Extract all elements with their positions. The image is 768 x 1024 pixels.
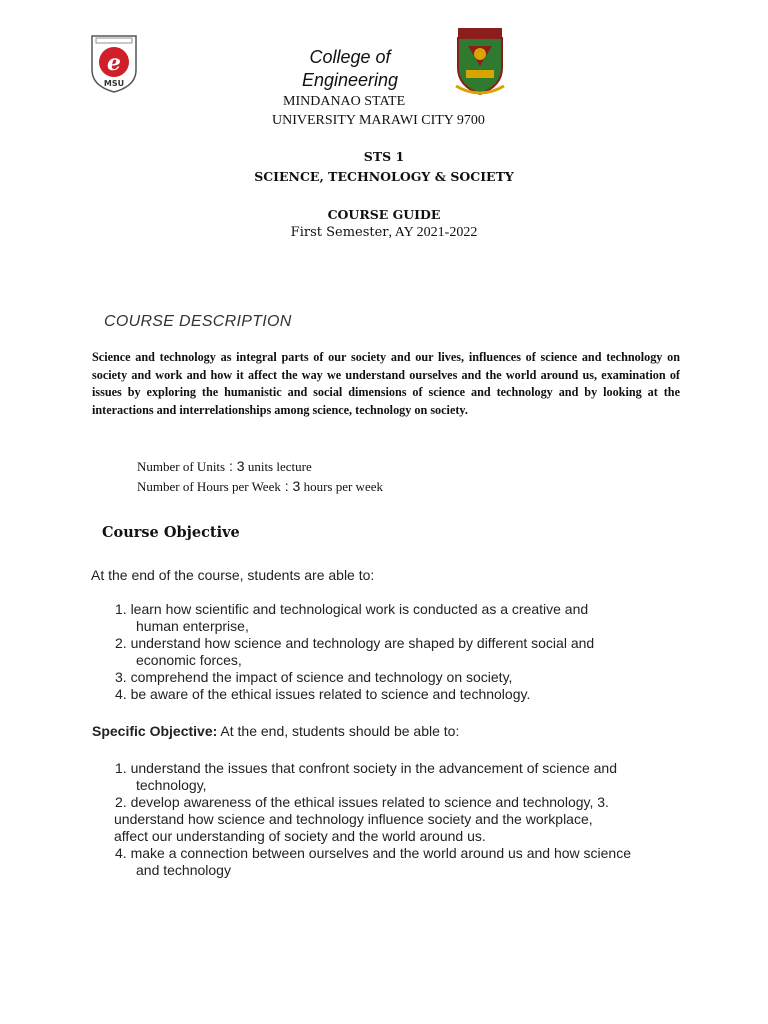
semester-label: First Semester	[290, 225, 389, 240]
course-objective-title: Course Objective	[102, 524, 240, 541]
university-line-1: MINDANAO STATE	[283, 94, 406, 109]
college-line-1: College of	[309, 47, 391, 67]
hours-sep: :	[280, 478, 293, 494]
specific-objective-item-4: 4. make a connection between ourselves and the world around us and how science and technology	[115, 845, 631, 878]
units-value: 3	[236, 458, 245, 474]
university-line-2: UNIVERSITY MARAWI CITY 9700	[272, 113, 485, 128]
units-sep: :	[225, 458, 237, 474]
list-item: 3. comprehend the impact of science and technology on society,	[115, 669, 513, 685]
course-description-heading: COURSE DESCRIPTION	[104, 313, 292, 330]
hours-line	[137, 478, 383, 495]
university-crest-logo	[450, 26, 510, 98]
units-line	[137, 458, 312, 475]
list-item: 2. understand how science and technology are shaped by different social and economic forces,	[115, 635, 595, 668]
course-name: SCIENCE, TECHNOLOGY & SOCIETY	[254, 169, 514, 184]
college-line-2: Engineering	[301, 70, 399, 90]
hours-suffix: hours per week	[300, 479, 383, 494]
guide-title: COURSE GUIDE	[327, 207, 441, 222]
list-item: 1. learn how scientific and technological work is conducted as a creative and human enterprise,	[115, 601, 589, 634]
semester-line	[0, 224, 768, 241]
specific-objective-list: 1. understand the issues that confront society in the advancement of science and technology,	[115, 760, 617, 793]
course-objective-intro: At the end of the course, students are able to:	[91, 567, 375, 583]
course-description-body: Science and technology as integral parts of our society and our lives, influences of science and technology on society and work and how it affect the way we understand ourselves and the world around us, examination of issues by exploring the humanistic and social dimensions of science and technology and by looking at the interactions and interrelationships among science, technology on society.	[92, 350, 680, 417]
units-label: Number of Units	[137, 459, 226, 474]
msu-engineering-logo	[84, 30, 144, 94]
course-objective-list	[115, 601, 675, 703]
specific-objective-line	[92, 723, 459, 739]
specific-objective-item-2: 2. develop awareness of the ethical issues related to science and technology, 3.	[115, 794, 609, 810]
course-code: STS 1	[363, 149, 405, 164]
specific-objective-label: Specific Objective:	[92, 723, 218, 739]
units-suffix: units lecture	[244, 459, 312, 474]
list-item: 4. be aware of the ethical issues related to science and technology.	[115, 686, 531, 702]
hours-label: Number of Hours per Week	[137, 479, 281, 494]
specific-objective-item-2-cont: understand how science and technology influence society and the workplace, affect our understanding of society and the world around us.	[114, 811, 593, 844]
semester-ay: , AY 2021-2022	[388, 225, 478, 240]
specific-objective-intro: At the end, students should be able to:	[217, 723, 460, 739]
logo-letter: e	[107, 50, 121, 76]
hours-value: 3	[292, 478, 301, 494]
logo-text: MSU	[103, 79, 125, 88]
